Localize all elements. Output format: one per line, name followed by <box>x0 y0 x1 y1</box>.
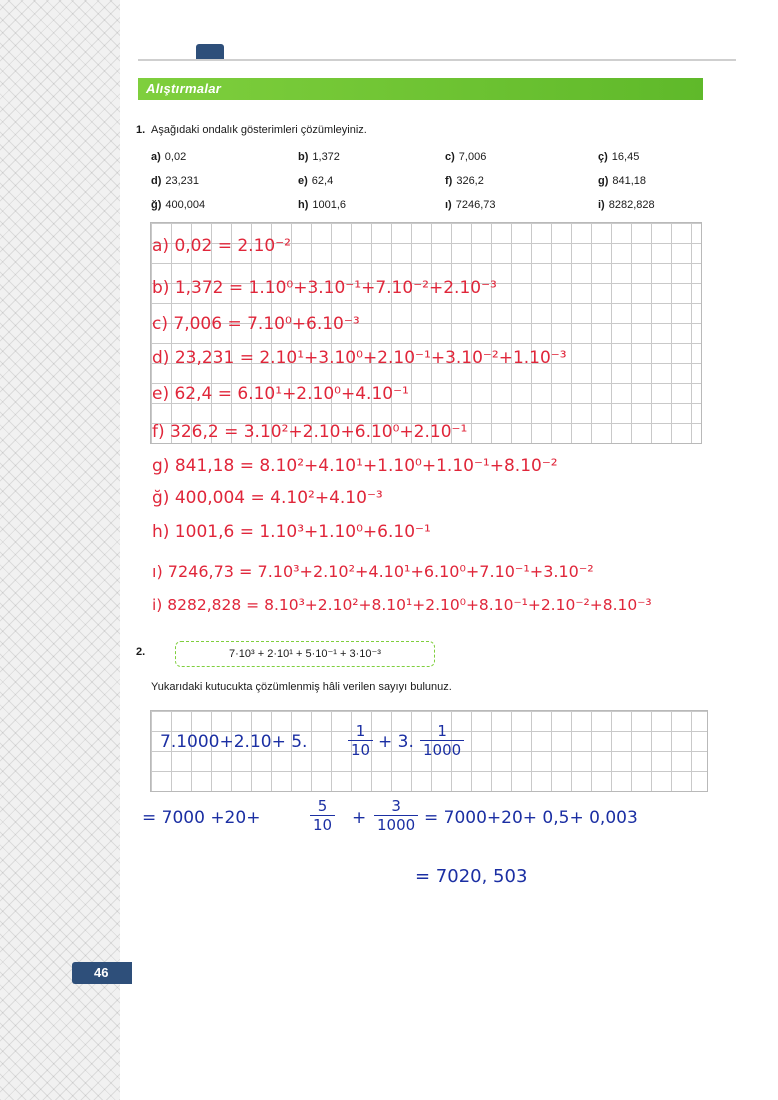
answer-line-g-breve: ğ) 400,004 = 4.10²+4.10⁻³ <box>152 488 383 508</box>
page-number-tab <box>72 962 132 984</box>
question-2-prompt: Yukarıdaki kutucukta çözümlenmiş hâli verilen sayıyı bulunuz. <box>151 681 452 693</box>
final-result: = 7020, 503 <box>415 866 528 887</box>
list-item: ğ) 400,004 <box>151 199 206 211</box>
answer-line-i: i) 8282,828 = 8.10³+2.10²+8.10¹+2.10⁰+8.10⁻¹+2.10⁻²+8.10⁻³ <box>152 596 652 614</box>
answer-line-b: b) 1,372 = 1.10⁰+3.10⁻¹+7.10⁻²+2.10⁻³ <box>152 278 497 298</box>
question-1-number: 1. <box>136 124 146 136</box>
list-item: d) 23,231 <box>151 175 200 187</box>
work-line-2-part-c: = 7000+20+ 0,5+ 0,003 <box>424 808 638 828</box>
answer-line-a: a) 0,02 = 2.10⁻² <box>152 236 291 256</box>
list-item: c) 7,006 <box>445 151 487 163</box>
list-item: e) 62,4 <box>298 175 334 187</box>
fraction-1-over-10: $\frac{1}{10}$ <box>348 722 373 759</box>
list-item: b) 1,372 <box>298 151 340 163</box>
list-item: i) 8282,828 <box>598 199 655 211</box>
answer-line-dotless-i: ı) 7246,73 = 7.10³+2.10²+4.10¹+6.10⁰+7.10⁻¹+3.10⁻² <box>152 562 594 581</box>
list-item: ı) 7246,73 <box>445 199 496 211</box>
list-item: f) 326,2 <box>445 175 484 187</box>
answer-line-c: c) 7,006 = 7.10⁰+6.10⁻³ <box>152 314 360 334</box>
list-item: g) 841,18 <box>598 175 647 187</box>
fraction-1-over-1000: $\frac{1}{1000}$ <box>420 722 464 759</box>
work-line-2-part-b: + <box>352 808 367 828</box>
answer-line-e: e) 62,4 = 6.10¹+2.10⁰+4.10⁻¹ <box>152 384 409 404</box>
list-item: h) 1001,6 <box>298 199 347 211</box>
answer-line-f: f) 326,2 = 3.10²+2.10+6.10⁰+2.10⁻¹ <box>152 422 468 442</box>
fraction-3-over-1000: $\frac{3}{1000}$ <box>374 797 418 834</box>
work-line-1-part-a: 7.1000+2.10+ 5. <box>160 732 308 752</box>
list-item: a) 0,02 <box>151 151 187 163</box>
answer-line-h: h) 1001,6 = 1.10³+1.10⁰+6.10⁻¹ <box>152 522 431 542</box>
question-2-number: 2. <box>136 646 146 658</box>
answer-line-d: d) 23,231 = 2.10¹+3.10⁰+2.10⁻¹+3.10⁻²+1.10⁻³ <box>152 348 567 368</box>
section-title: Alıştırmalar <box>146 81 222 96</box>
fraction-5-over-10: $\frac{5}{10}$ <box>310 797 335 834</box>
top-tab-marker <box>196 44 224 60</box>
decorative-margin <box>0 0 120 1100</box>
expanded-form-box <box>175 641 435 667</box>
top-rule <box>138 59 736 61</box>
list-item: ç) 16,45 <box>598 151 640 163</box>
page-number: 46 <box>94 965 109 980</box>
work-line-2-part-a: = 7000 +20+ <box>142 808 261 828</box>
answer-line-g: g) 841,18 = 8.10²+4.10¹+1.10⁰+1.10⁻¹+8.10⁻² <box>152 456 558 476</box>
work-line-1-part-b: + 3. <box>378 732 414 752</box>
section-header <box>138 78 703 100</box>
question-1-prompt: Aşağıdaki ondalık gösterimleri çözümleyiniz. <box>151 124 367 136</box>
expanded-expression: 7·10³ + 2·10¹ + 5·10⁻¹ + 3·10⁻³ <box>229 648 381 660</box>
